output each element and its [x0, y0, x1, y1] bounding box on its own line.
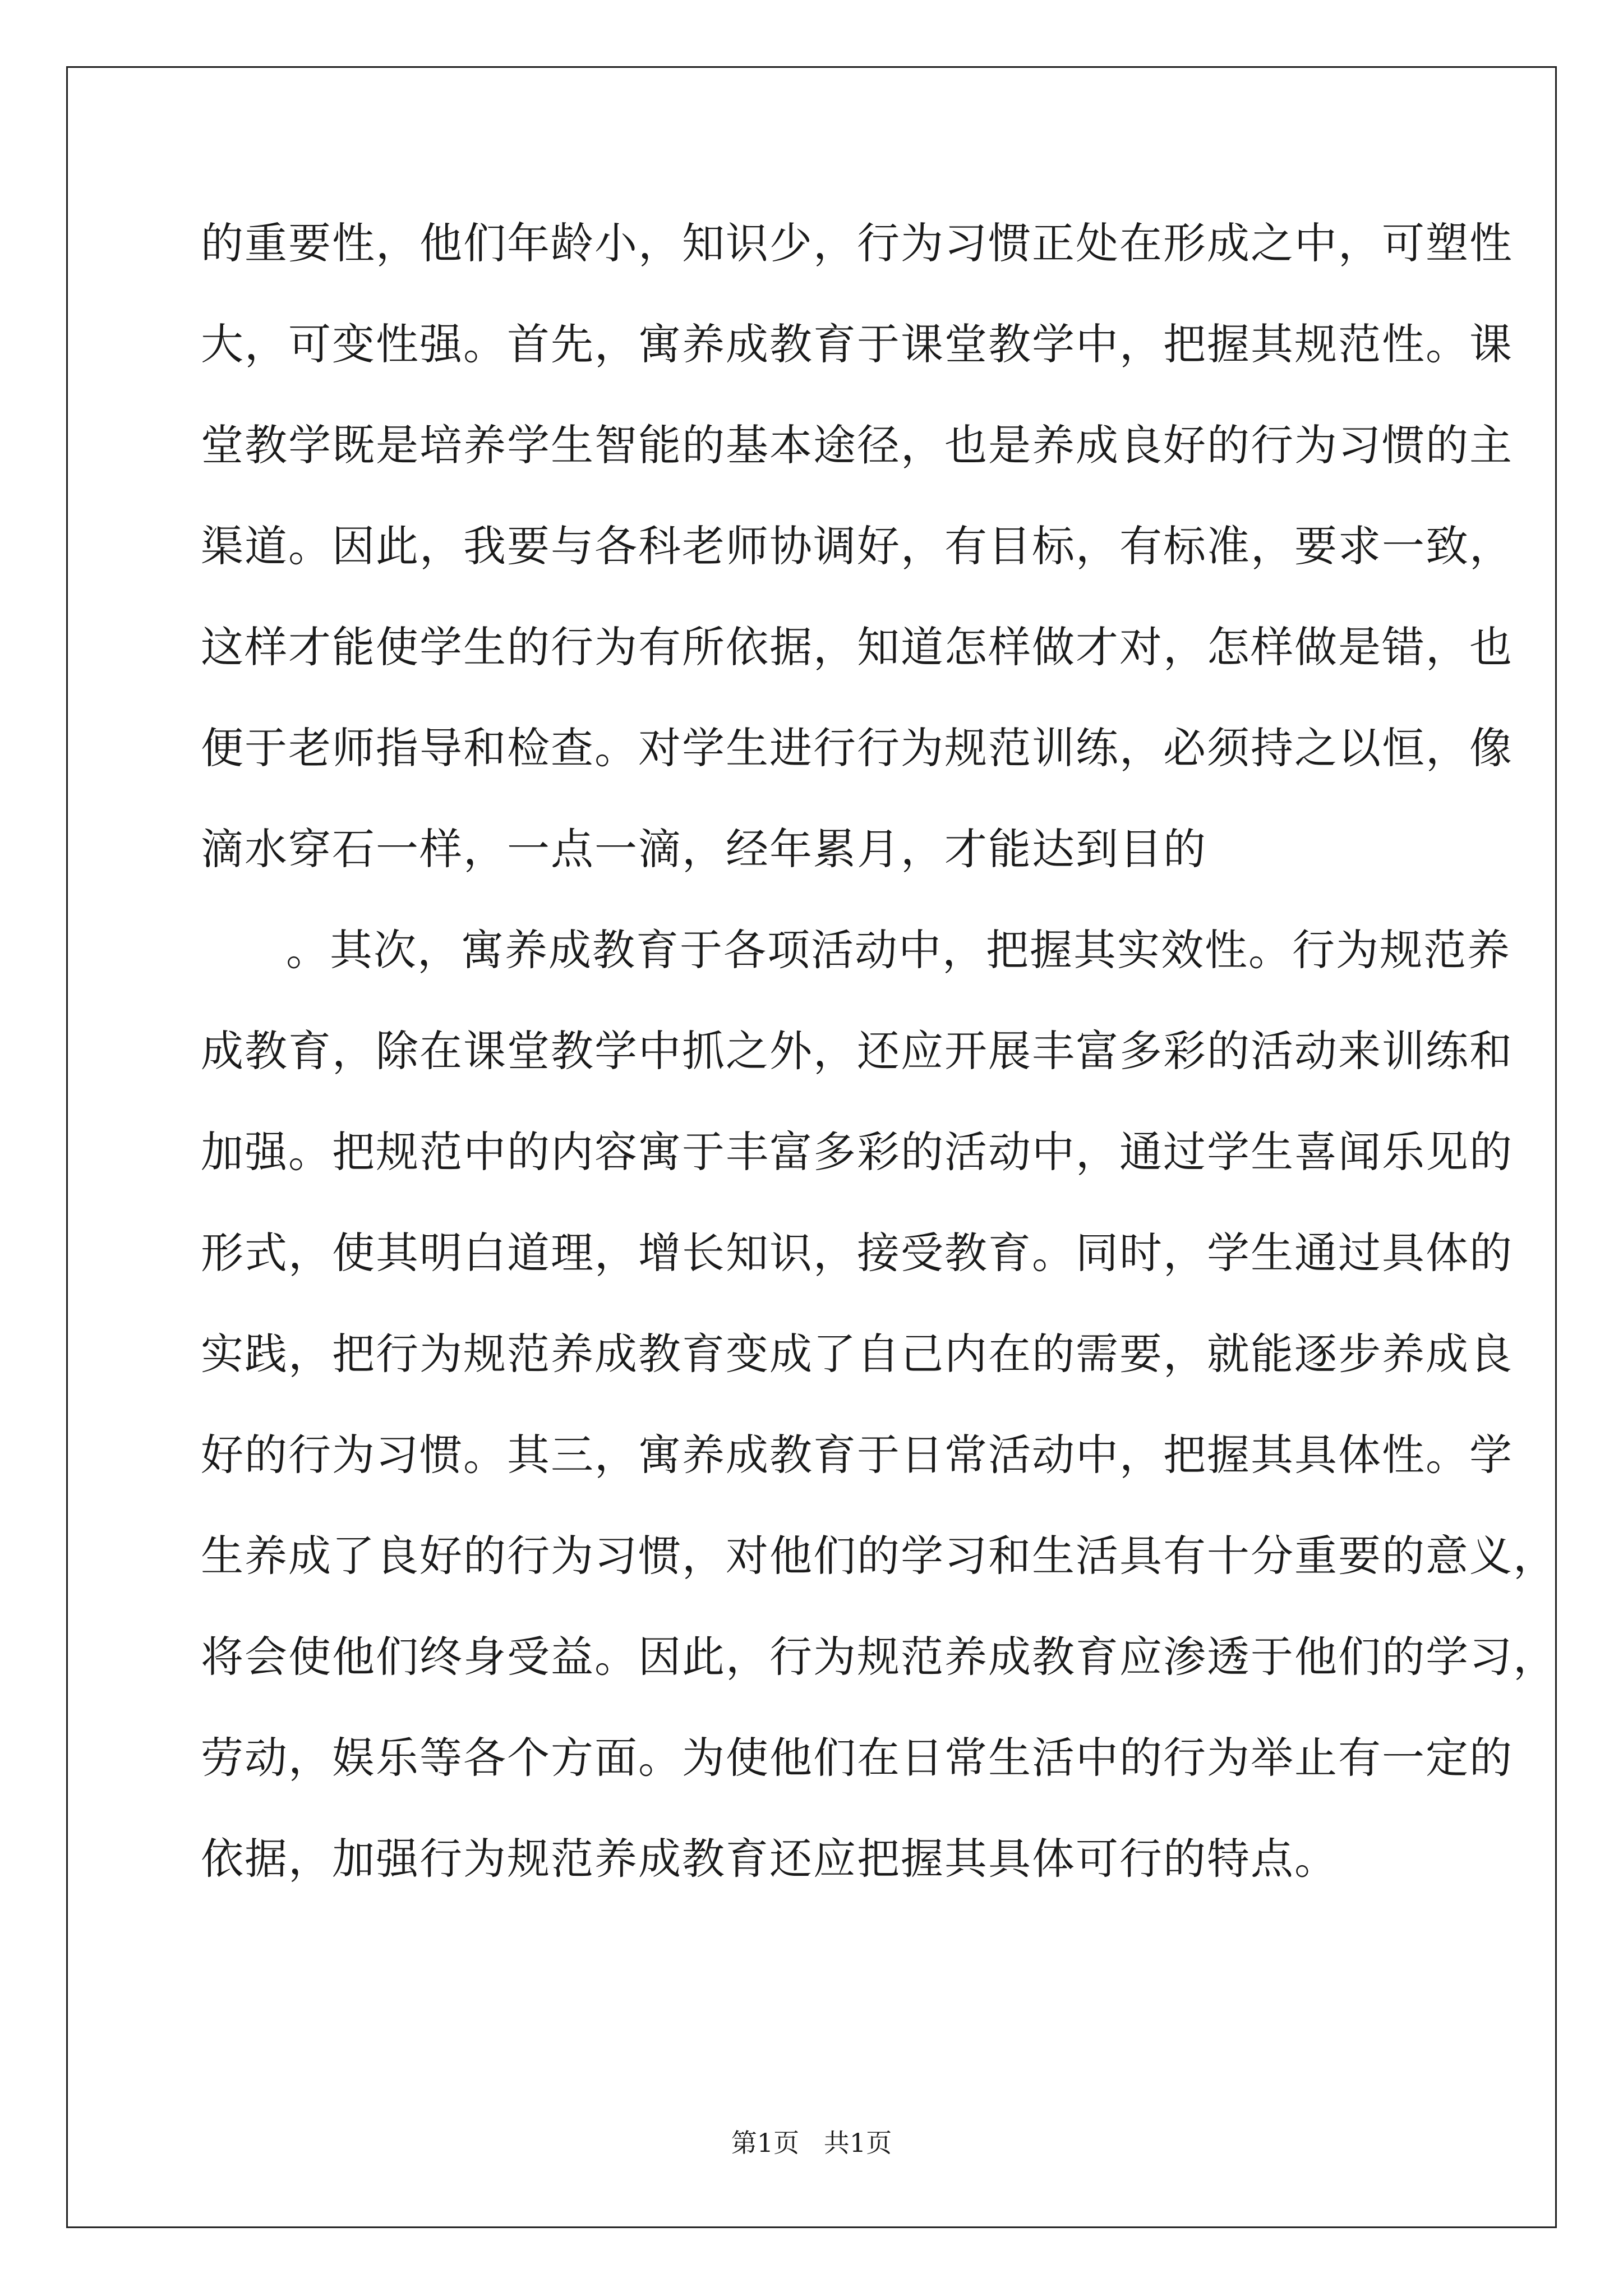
text-line: 成教育，除在课堂教学中抓之外，还应开展丰富多彩的活动来训练和	[201, 1026, 1513, 1076]
text-line: 这样才能使学生的行为有所依据，知道怎样做才对，怎样做是错，也	[201, 622, 1513, 672]
text-line: 大，可变性强。首先，寓养成教育于课堂教学中，把握其规范性。课	[201, 319, 1513, 369]
text-line: 依据，加强行为规范养成教育还应把握其具体可行的特点。	[201, 1834, 1338, 1884]
text-line: 加强。把规范中的内容寓于丰富多彩的活动中，通过学生喜闻乐见的	[201, 1127, 1513, 1177]
text-line-paragraph-start: 。其次，寓养成教育于各项活动中，把握其实效性。行为规范养	[286, 925, 1511, 975]
document-body	[201, 209, 1557, 1925]
text-line: 的重要性，他们年龄小，知识少，行为习惯正处在形成之中，可塑性	[201, 218, 1513, 268]
text-line: 生养成了良好的行为习惯，对他们的学习和生活具有十分重要的意义，	[201, 1531, 1557, 1581]
text-line: 形式，使其明白道理，增长知识，接受教育。同时，学生通过具体的	[201, 1228, 1513, 1278]
text-line: 便于老师指导和检查。对学生进行行为规范训练，必须持之以恒，像	[201, 723, 1513, 773]
page-number-footer: 第1页 共1页	[731, 2128, 892, 2158]
text-line: 将会使他们终身受益。因此，行为规范养成教育应渗透于他们的学习，	[201, 1632, 1557, 1682]
text-line: 堂教学既是培养学生智能的基本途径，也是养成良好的行为习惯的主	[201, 420, 1513, 470]
text-line: 劳动，娱乐等各个方面。为使他们在日常生活中的行为举止有一定的	[201, 1733, 1513, 1783]
text-line: 滴水穿石一样，一点一滴，经年累月，才能达到目的	[201, 824, 1207, 874]
text-line: 好的行为习惯。其三，寓养成教育于日常活动中，把握其具体性。学	[201, 1430, 1513, 1480]
text-line: 实践，把行为规范养成教育变成了自己内在的需要，就能逐步养成良	[201, 1329, 1513, 1379]
text-line: 渠道。因此，我要与各科老师协调好，有目标，有标准，要求一致，	[201, 521, 1513, 571]
